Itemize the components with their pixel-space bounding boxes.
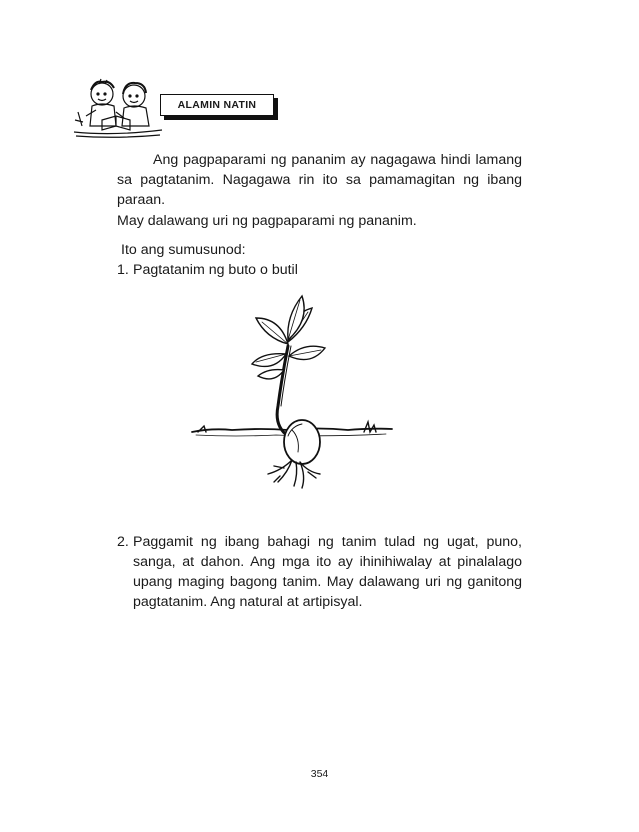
list-item-number: 2. bbox=[117, 534, 129, 550]
list-item-number: 1. bbox=[117, 262, 129, 278]
section-title: ALAMIN NATIN bbox=[160, 94, 274, 116]
list-item bbox=[117, 260, 522, 280]
list-item bbox=[117, 532, 522, 612]
seedling-illustration bbox=[188, 284, 394, 504]
list-item-text: Pagtatanim ng buto o butil bbox=[133, 262, 298, 278]
types-paragraph: May dalawang uri ng pagpaparami ng pananim. bbox=[117, 213, 417, 229]
intro-paragraph: Ang pagpaparami ng pananim ay nagagawa hindi lamang sa pagtatanim. Nagagawa rin ito sa pamamagitan ng ibang paraan. bbox=[117, 152, 522, 208]
page-number: 354 bbox=[310, 768, 329, 780]
following-paragraph: Ito ang sumusunod: bbox=[121, 242, 246, 258]
list-item-text: Paggamit ng ibang bahagi ng tanim tulad ng ugat, puno, sanga, at dahon. Ang mga ito ay ihinihiwalay at pinalalago upang maging bagong tanim. May dalawang uri ng ganitong pagtatanim. Ang natural at artipisyal. bbox=[133, 534, 522, 610]
children-reading-illustration bbox=[72, 76, 164, 140]
